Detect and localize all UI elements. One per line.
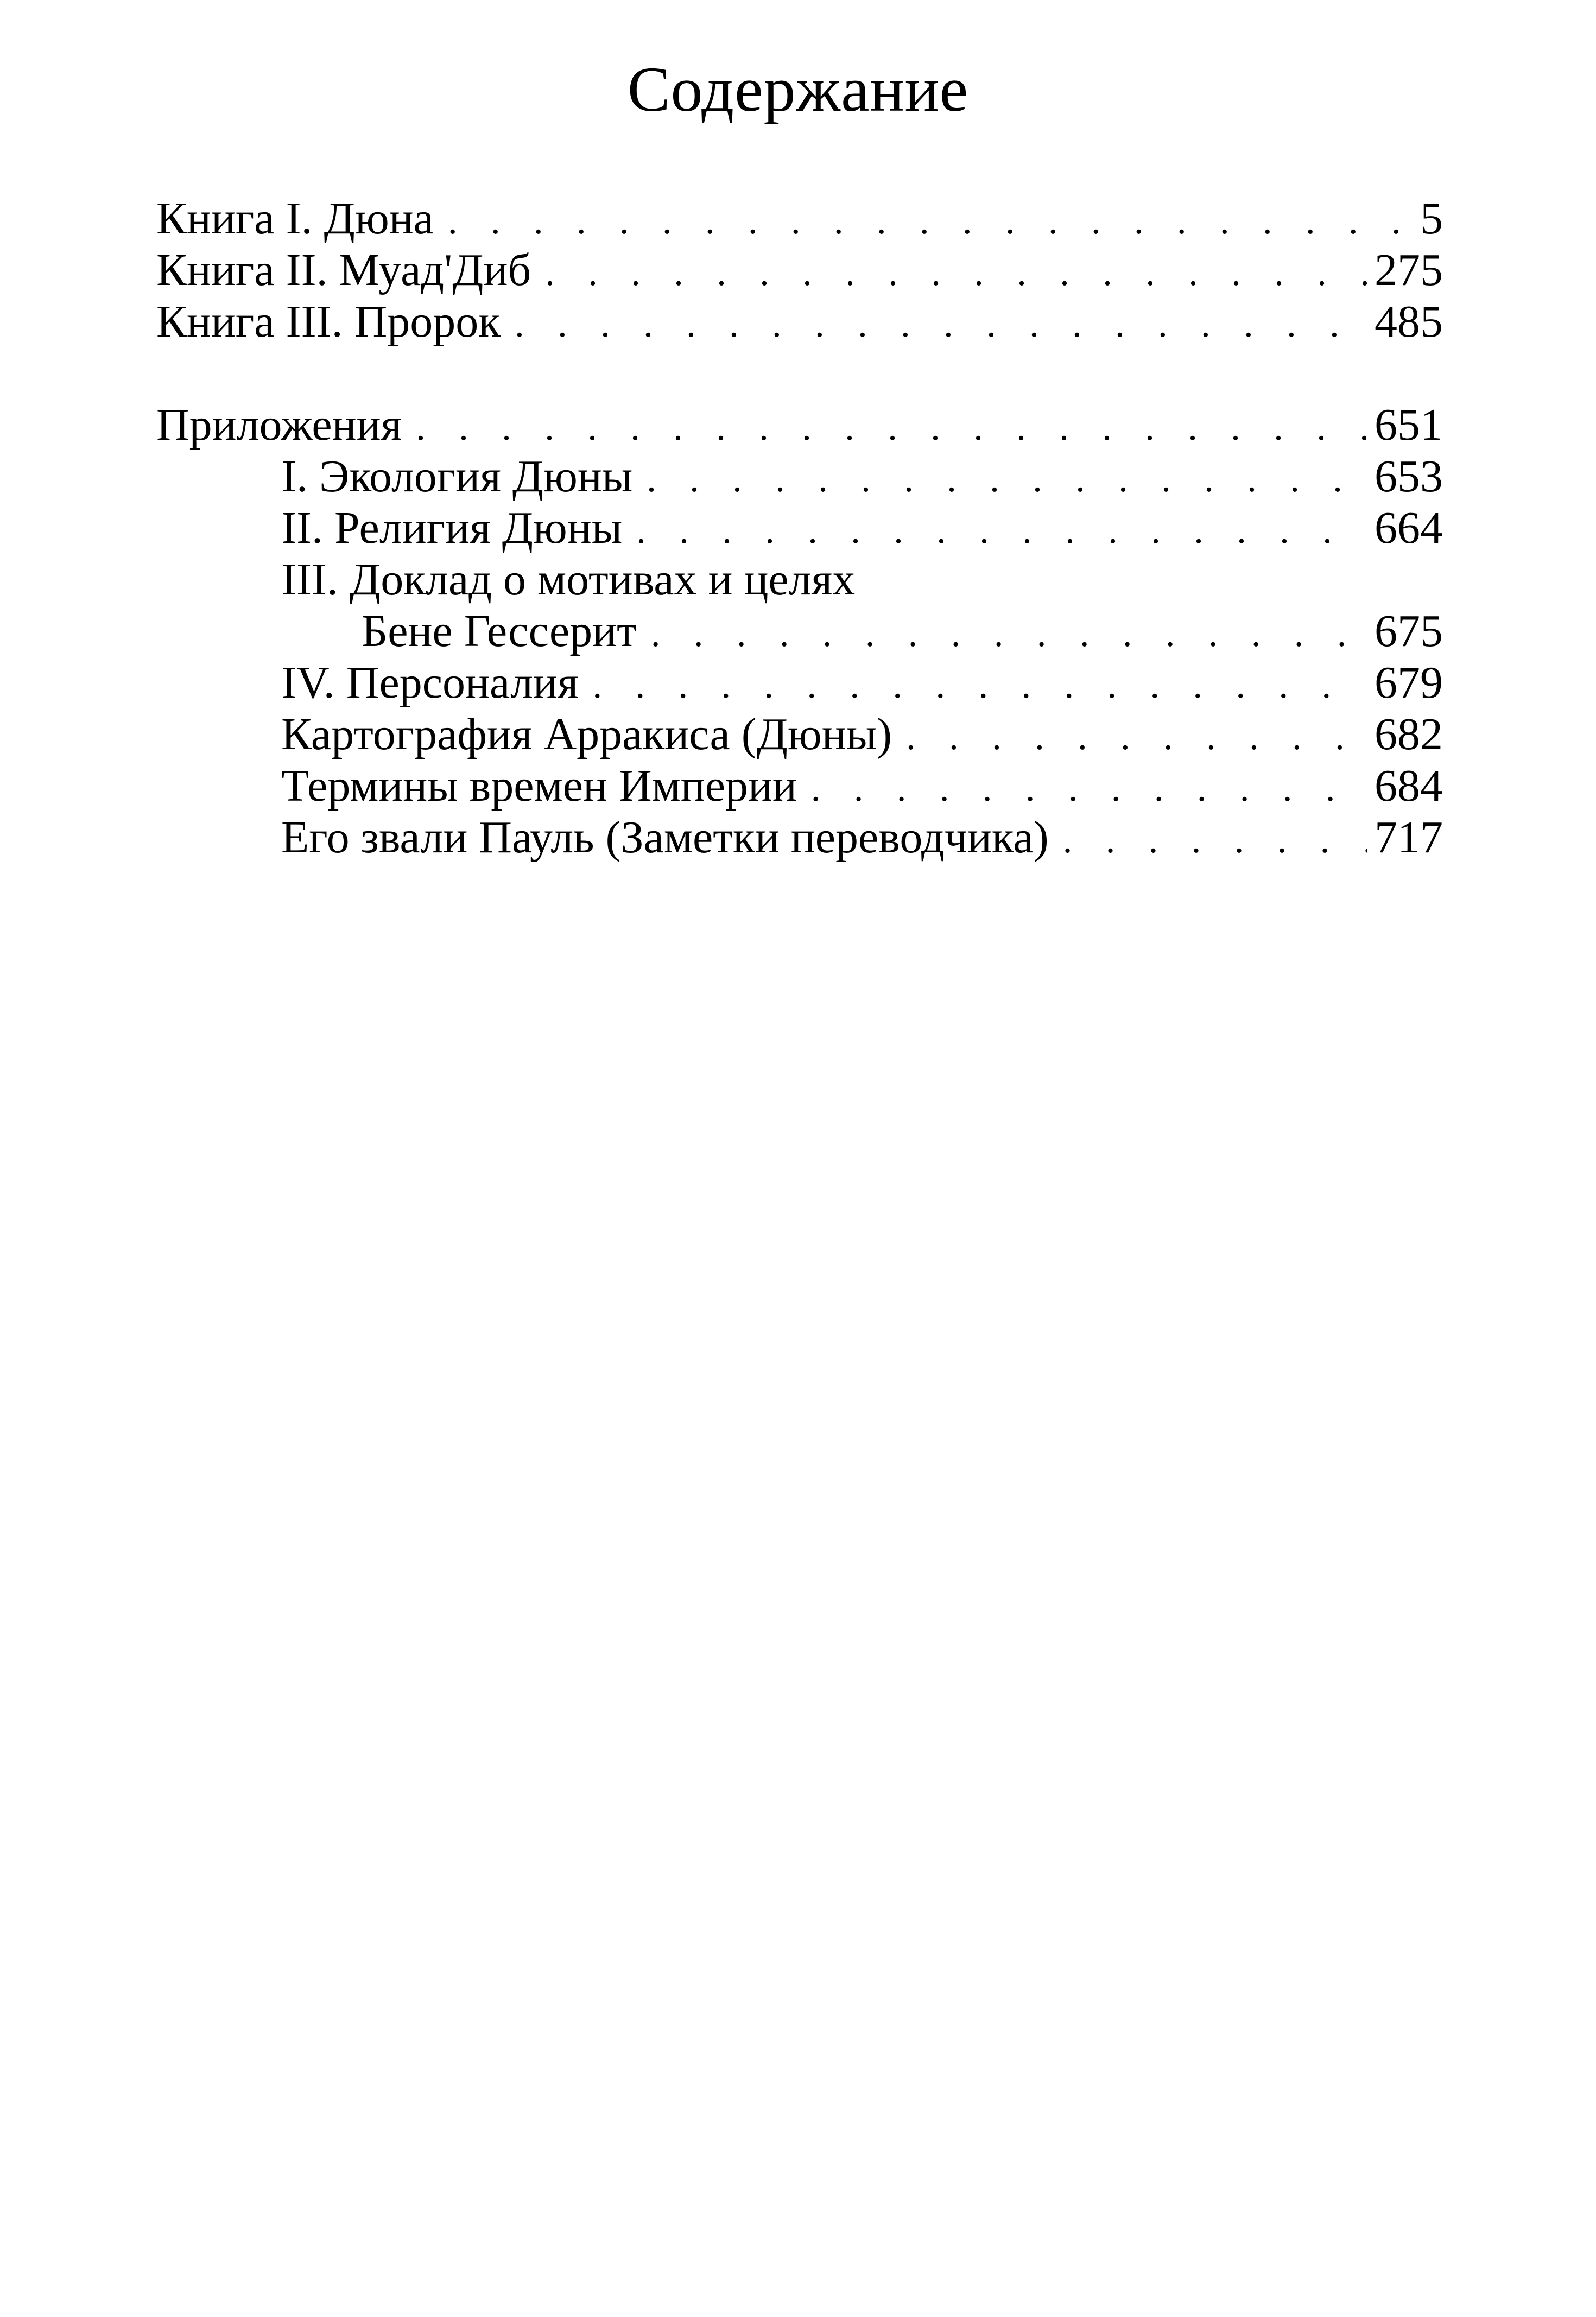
toc-entry [156, 502, 1443, 554]
dot-leader [906, 711, 1367, 763]
toc-entry-page: 651 [1375, 400, 1443, 450]
toc-entry-page: 485 [1375, 296, 1443, 347]
toc-entry-page: 664 [1375, 503, 1443, 553]
toc-entry [156, 399, 1443, 451]
toc-entry-page: 717 [1375, 812, 1443, 863]
dot-leader [1063, 814, 1367, 866]
toc-entry-page: 5 [1420, 193, 1443, 244]
toc-entry [156, 605, 1443, 657]
toc-entry-label: II. Религия Дюны [281, 503, 623, 553]
toc-entry [156, 244, 1443, 296]
toc-entry [156, 193, 1443, 244]
dot-leader [593, 660, 1367, 711]
toc-entry-label: Книга III. Пророк [156, 296, 501, 347]
toc-entry [156, 657, 1443, 708]
toc-entry-page: 653 [1375, 451, 1443, 502]
toc-entry-page: 675 [1375, 606, 1443, 656]
dot-leader [448, 195, 1413, 247]
toc-entry-page: 275 [1375, 245, 1443, 295]
toc-entry [156, 554, 1443, 605]
toc-entry-label: Его звали Пауль (Заметки переводчика) [281, 812, 1049, 863]
toc-entry-label: Картография Арракиса (Дюны) [281, 709, 892, 759]
page-title: Содержание [627, 54, 969, 125]
toc-entry-page: 684 [1375, 761, 1443, 811]
toc-entry [156, 451, 1443, 502]
toc-entry-page: 682 [1375, 709, 1443, 759]
dot-leader [515, 299, 1367, 350]
toc-entry-label: I. Экология Дюны [281, 451, 633, 502]
table-of-contents [156, 193, 1443, 863]
toc-entry-label: Книга I. Дюна [156, 193, 434, 244]
toc-entry-label: Книга II. Муад'Диб [156, 245, 531, 295]
toc-entry [156, 760, 1443, 812]
toc-entry-label: III. Доклад о мотивах и целях [281, 554, 856, 605]
toc-entry-label: Бене Гессерит [362, 606, 637, 656]
dot-leader [647, 453, 1367, 505]
dot-leader [651, 608, 1367, 660]
toc-entry-label: Термины времен Империи [281, 761, 797, 811]
toc-entry-page: 679 [1375, 657, 1443, 708]
dot-leader [811, 763, 1367, 814]
dot-leader [636, 505, 1367, 556]
toc-entry-label: Приложения [156, 400, 402, 450]
toc-entry [156, 812, 1443, 863]
toc-entry-label: IV. Персоналия [281, 657, 579, 708]
dot-leader [416, 402, 1367, 453]
dot-leader [545, 247, 1367, 299]
toc-entry [156, 708, 1443, 760]
toc-entry [156, 296, 1443, 347]
